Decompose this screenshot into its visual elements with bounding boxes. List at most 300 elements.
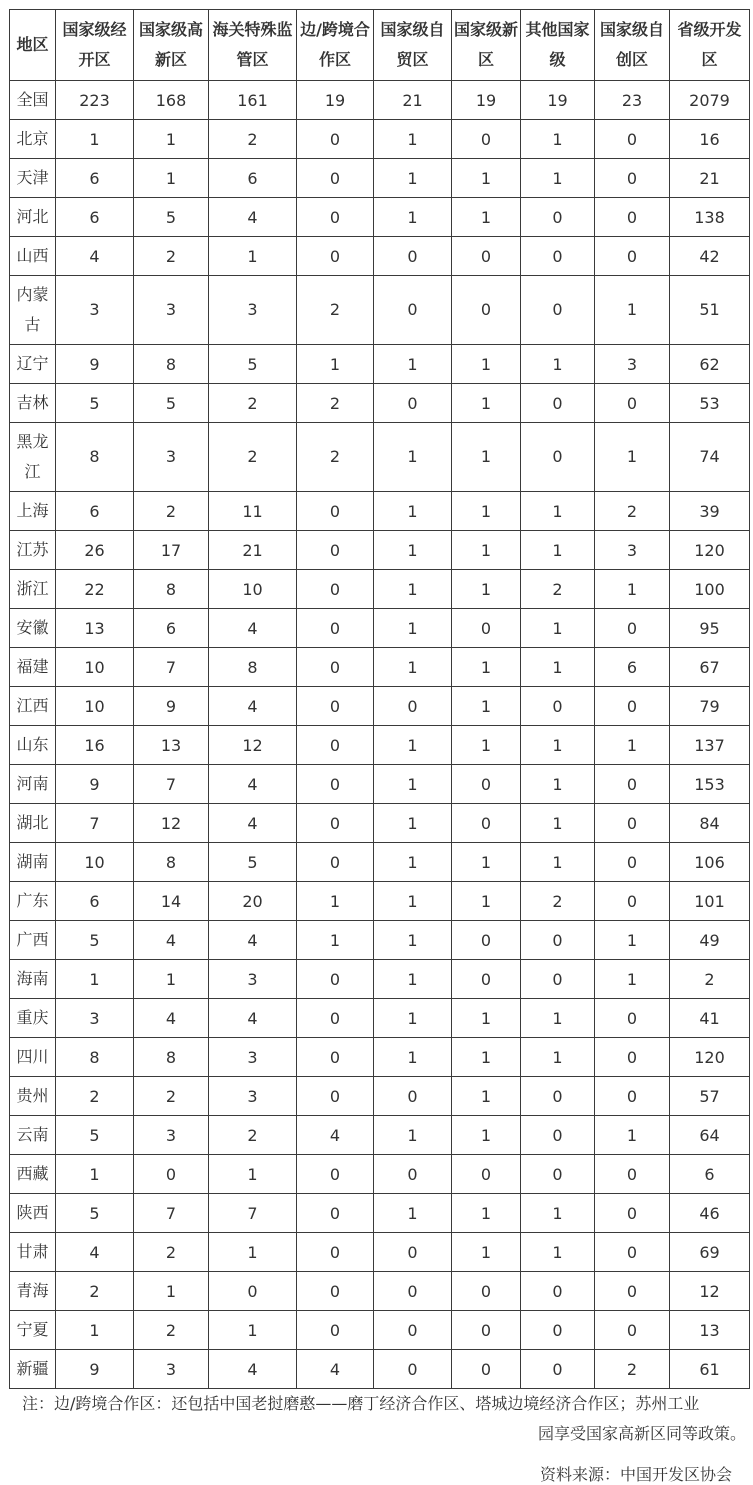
region-cell: 宁夏	[10, 1311, 56, 1350]
value-cell: 42	[670, 237, 750, 276]
value-cell: 0	[297, 609, 374, 648]
value-cell: 1	[374, 648, 452, 687]
value-cell: 64	[670, 1116, 750, 1155]
value-cell: 5	[56, 384, 134, 423]
value-cell: 0	[452, 804, 521, 843]
value-cell: 61	[670, 1350, 750, 1389]
value-cell: 1	[521, 648, 595, 687]
value-cell: 0	[595, 1038, 670, 1077]
value-cell: 1	[134, 1272, 209, 1311]
column-header: 国家级经开区	[56, 10, 134, 81]
column-header: 地区	[10, 10, 56, 81]
value-cell: 1	[134, 960, 209, 999]
table-row	[10, 1155, 750, 1194]
value-cell: 0	[521, 921, 595, 960]
region-cell: 浙江	[10, 570, 56, 609]
value-cell: 1	[595, 423, 670, 492]
value-cell: 22	[56, 570, 134, 609]
value-cell: 1	[297, 345, 374, 384]
value-cell: 4	[209, 804, 297, 843]
value-cell: 1	[452, 159, 521, 198]
table-row	[10, 492, 750, 531]
value-cell: 1	[452, 726, 521, 765]
region-cell: 甘肃	[10, 1233, 56, 1272]
value-cell: 5	[56, 1116, 134, 1155]
value-cell: 1	[374, 1194, 452, 1233]
region-cell: 新疆	[10, 1350, 56, 1389]
value-cell: 0	[595, 765, 670, 804]
value-cell: 1	[374, 609, 452, 648]
table-row	[10, 1350, 750, 1389]
value-cell: 13	[670, 1311, 750, 1350]
value-cell: 0	[374, 687, 452, 726]
value-cell: 2	[297, 276, 374, 345]
region-cell: 辽宁	[10, 345, 56, 384]
value-cell: 1	[452, 423, 521, 492]
value-cell: 1	[595, 726, 670, 765]
region-cell: 云南	[10, 1116, 56, 1155]
table-row	[10, 882, 750, 921]
value-cell: 1	[374, 159, 452, 198]
value-cell: 0	[297, 1194, 374, 1233]
value-cell: 0	[595, 159, 670, 198]
table-row	[10, 159, 750, 198]
value-cell: 5	[209, 345, 297, 384]
value-cell: 0	[297, 1038, 374, 1077]
value-cell: 0	[374, 1272, 452, 1311]
value-cell: 1	[521, 1233, 595, 1272]
table-row	[10, 345, 750, 384]
value-cell: 1	[134, 159, 209, 198]
value-cell: 1	[452, 345, 521, 384]
table-row	[10, 609, 750, 648]
value-cell: 16	[56, 726, 134, 765]
value-cell: 79	[670, 687, 750, 726]
region-cell: 海南	[10, 960, 56, 999]
value-cell: 153	[670, 765, 750, 804]
column-header: 国家级自创区	[595, 10, 670, 81]
value-cell: 3	[134, 276, 209, 345]
value-cell: 1	[452, 531, 521, 570]
value-cell: 1	[374, 492, 452, 531]
table-row	[10, 1233, 750, 1272]
region-cell: 江西	[10, 687, 56, 726]
value-cell: 74	[670, 423, 750, 492]
value-cell: 0	[452, 120, 521, 159]
table-row	[10, 198, 750, 237]
value-cell: 1	[374, 423, 452, 492]
value-cell: 0	[521, 1116, 595, 1155]
value-cell: 3	[209, 1077, 297, 1116]
value-cell: 3	[209, 1038, 297, 1077]
value-cell: 2	[209, 1116, 297, 1155]
value-cell: 0	[297, 960, 374, 999]
value-cell: 6	[56, 198, 134, 237]
value-cell: 1	[521, 531, 595, 570]
value-cell: 1	[452, 1077, 521, 1116]
region-cell: 安徽	[10, 609, 56, 648]
region-cell: 湖北	[10, 804, 56, 843]
value-cell: 51	[670, 276, 750, 345]
value-cell: 0	[374, 1155, 452, 1194]
value-cell: 3	[134, 1350, 209, 1389]
value-cell: 1	[452, 648, 521, 687]
value-cell: 23	[595, 81, 670, 120]
value-cell: 6	[670, 1155, 750, 1194]
value-cell: 14	[134, 882, 209, 921]
value-cell: 0	[297, 1155, 374, 1194]
region-cell: 山西	[10, 237, 56, 276]
region-cell: 全国	[10, 81, 56, 120]
value-cell: 4	[134, 921, 209, 960]
table-row	[10, 765, 750, 804]
value-cell: 1	[374, 198, 452, 237]
value-cell: 8	[56, 423, 134, 492]
table-row	[10, 648, 750, 687]
value-cell: 84	[670, 804, 750, 843]
value-cell: 0	[452, 921, 521, 960]
value-cell: 95	[670, 609, 750, 648]
value-cell: 2	[209, 384, 297, 423]
value-cell: 0	[521, 198, 595, 237]
value-cell: 5	[134, 198, 209, 237]
value-cell: 0	[297, 1311, 374, 1350]
value-cell: 0	[452, 960, 521, 999]
value-cell: 6	[56, 159, 134, 198]
value-cell: 21	[670, 159, 750, 198]
value-cell: 7	[209, 1194, 297, 1233]
value-cell: 20	[209, 882, 297, 921]
value-cell: 39	[670, 492, 750, 531]
value-cell: 1	[209, 237, 297, 276]
value-cell: 0	[521, 1077, 595, 1116]
value-cell: 13	[134, 726, 209, 765]
value-cell: 12	[134, 804, 209, 843]
value-cell: 5	[56, 1194, 134, 1233]
value-cell: 0	[297, 1077, 374, 1116]
value-cell: 0	[595, 1155, 670, 1194]
column-header: 海关特殊监管区	[209, 10, 297, 81]
value-cell: 26	[56, 531, 134, 570]
region-cell: 青海	[10, 1272, 56, 1311]
value-cell: 106	[670, 843, 750, 882]
column-header: 边/跨境合作区	[297, 10, 374, 81]
value-cell: 62	[670, 345, 750, 384]
value-cell: 1	[56, 960, 134, 999]
value-cell: 0	[297, 237, 374, 276]
value-cell: 17	[134, 531, 209, 570]
value-cell: 1	[521, 1038, 595, 1077]
value-cell: 8	[209, 648, 297, 687]
value-cell: 8	[134, 1038, 209, 1077]
value-cell: 1	[374, 531, 452, 570]
value-cell: 12	[670, 1272, 750, 1311]
value-cell: 5	[56, 921, 134, 960]
value-cell: 1	[452, 999, 521, 1038]
value-cell: 1	[452, 1116, 521, 1155]
table-row	[10, 570, 750, 609]
value-cell: 0	[452, 1155, 521, 1194]
value-cell: 4	[209, 765, 297, 804]
value-cell: 3	[209, 276, 297, 345]
value-cell: 19	[452, 81, 521, 120]
region-cell: 贵州	[10, 1077, 56, 1116]
value-cell: 1	[452, 492, 521, 531]
value-cell: 6	[56, 492, 134, 531]
value-cell: 2	[297, 423, 374, 492]
value-cell: 4	[56, 237, 134, 276]
value-cell: 4	[134, 999, 209, 1038]
value-cell: 138	[670, 198, 750, 237]
value-cell: 1	[297, 921, 374, 960]
value-cell: 4	[297, 1350, 374, 1389]
table-row	[10, 1311, 750, 1350]
value-cell: 1	[134, 120, 209, 159]
value-cell: 161	[209, 81, 297, 120]
value-cell: 0	[297, 570, 374, 609]
value-cell: 0	[297, 492, 374, 531]
value-cell: 3	[56, 999, 134, 1038]
value-cell: 1	[452, 687, 521, 726]
value-cell: 7	[134, 1194, 209, 1233]
value-cell: 19	[521, 81, 595, 120]
value-cell: 1	[374, 999, 452, 1038]
value-cell: 0	[374, 1077, 452, 1116]
value-cell: 1	[521, 804, 595, 843]
table-row	[10, 726, 750, 765]
value-cell: 0	[374, 1350, 452, 1389]
value-cell: 120	[670, 531, 750, 570]
value-cell: 0	[452, 237, 521, 276]
value-cell: 67	[670, 648, 750, 687]
value-cell: 1	[452, 882, 521, 921]
table-body	[10, 81, 750, 1389]
value-cell: 13	[56, 609, 134, 648]
value-cell: 3	[134, 1116, 209, 1155]
value-cell: 6	[595, 648, 670, 687]
region-cell: 山东	[10, 726, 56, 765]
value-cell: 1	[595, 960, 670, 999]
value-cell: 0	[595, 384, 670, 423]
value-cell: 101	[670, 882, 750, 921]
value-cell: 1	[595, 921, 670, 960]
value-cell: 0	[297, 765, 374, 804]
table-row	[10, 384, 750, 423]
value-cell: 0	[452, 1311, 521, 1350]
value-cell: 4	[297, 1116, 374, 1155]
region-cell: 西藏	[10, 1155, 56, 1194]
value-cell: 0	[452, 276, 521, 345]
column-header: 国家级新区	[452, 10, 521, 81]
value-cell: 1	[452, 1233, 521, 1272]
table-row	[10, 1077, 750, 1116]
value-cell: 3	[209, 960, 297, 999]
value-cell: 0	[297, 726, 374, 765]
value-cell: 0	[374, 276, 452, 345]
value-cell: 3	[595, 345, 670, 384]
value-cell: 0	[595, 609, 670, 648]
value-cell: 1	[374, 345, 452, 384]
value-cell: 0	[452, 1350, 521, 1389]
value-cell: 0	[521, 384, 595, 423]
value-cell: 3	[595, 531, 670, 570]
table-row	[10, 843, 750, 882]
value-cell: 1	[56, 1155, 134, 1194]
value-cell: 100	[670, 570, 750, 609]
value-cell: 0	[595, 237, 670, 276]
value-cell: 1	[452, 570, 521, 609]
value-cell: 7	[56, 804, 134, 843]
table-row	[10, 1272, 750, 1311]
value-cell: 0	[134, 1155, 209, 1194]
value-cell: 0	[297, 1233, 374, 1272]
value-cell: 1	[209, 1311, 297, 1350]
value-cell: 5	[209, 843, 297, 882]
value-cell: 1	[521, 999, 595, 1038]
value-cell: 1	[595, 570, 670, 609]
value-cell: 0	[521, 237, 595, 276]
value-cell: 4	[56, 1233, 134, 1272]
value-cell: 0	[297, 198, 374, 237]
value-cell: 0	[374, 237, 452, 276]
value-cell: 1	[521, 120, 595, 159]
table-row	[10, 423, 750, 492]
region-cell: 福建	[10, 648, 56, 687]
table-row	[10, 81, 750, 120]
value-cell: 2079	[670, 81, 750, 120]
value-cell: 0	[595, 843, 670, 882]
value-cell: 0	[521, 1311, 595, 1350]
value-cell: 1	[595, 1116, 670, 1155]
region-cell: 广西	[10, 921, 56, 960]
region-cell: 重庆	[10, 999, 56, 1038]
value-cell: 0	[595, 687, 670, 726]
value-cell: 1	[209, 1155, 297, 1194]
value-cell: 46	[670, 1194, 750, 1233]
value-cell: 1	[56, 1311, 134, 1350]
value-cell: 0	[595, 1194, 670, 1233]
value-cell: 2	[56, 1077, 134, 1116]
development-zones-table	[9, 9, 750, 1389]
region-cell: 河北	[10, 198, 56, 237]
value-cell: 1	[521, 765, 595, 804]
value-cell: 1	[521, 609, 595, 648]
region-cell: 天津	[10, 159, 56, 198]
value-cell: 0	[297, 999, 374, 1038]
value-cell: 69	[670, 1233, 750, 1272]
value-cell: 11	[209, 492, 297, 531]
table-row	[10, 960, 750, 999]
value-cell: 53	[670, 384, 750, 423]
value-cell: 0	[297, 804, 374, 843]
value-cell: 1	[374, 843, 452, 882]
table-row	[10, 1194, 750, 1233]
value-cell: 1	[521, 159, 595, 198]
value-cell: 0	[297, 159, 374, 198]
value-cell: 8	[134, 345, 209, 384]
value-cell: 0	[374, 1233, 452, 1272]
value-cell: 1	[452, 1038, 521, 1077]
value-cell: 6	[56, 882, 134, 921]
data-source: 资料来源：中国开发区协会	[540, 1465, 733, 1484]
value-cell: 10	[56, 648, 134, 687]
value-cell: 0	[521, 1272, 595, 1311]
value-cell: 1	[374, 804, 452, 843]
table-header-row	[10, 10, 750, 81]
value-cell: 3	[56, 276, 134, 345]
value-cell: 0	[297, 1272, 374, 1311]
table-row	[10, 804, 750, 843]
value-cell: 0	[297, 648, 374, 687]
value-cell: 1	[374, 882, 452, 921]
value-cell: 1	[374, 1038, 452, 1077]
value-cell: 2	[134, 1077, 209, 1116]
value-cell: 2	[209, 423, 297, 492]
value-cell: 2	[595, 1350, 670, 1389]
table-row	[10, 276, 750, 345]
value-cell: 2	[134, 1233, 209, 1272]
value-cell: 0	[595, 198, 670, 237]
value-cell: 0	[297, 843, 374, 882]
value-cell: 1	[452, 843, 521, 882]
region-cell: 黑龙江	[10, 423, 56, 492]
value-cell: 1	[374, 765, 452, 804]
table-row	[10, 1116, 750, 1155]
value-cell: 49	[670, 921, 750, 960]
value-cell: 0	[595, 804, 670, 843]
value-cell: 0	[297, 120, 374, 159]
value-cell: 1	[374, 960, 452, 999]
value-cell: 1	[56, 120, 134, 159]
value-cell: 0	[595, 999, 670, 1038]
value-cell: 0	[521, 687, 595, 726]
value-cell: 1	[521, 726, 595, 765]
table-row	[10, 1038, 750, 1077]
region-cell: 北京	[10, 120, 56, 159]
value-cell: 6	[134, 609, 209, 648]
value-cell: 1	[595, 276, 670, 345]
value-cell: 1	[452, 384, 521, 423]
region-cell: 湖南	[10, 843, 56, 882]
value-cell: 7	[134, 648, 209, 687]
value-cell: 9	[56, 345, 134, 384]
column-header: 国家级自贸区	[374, 10, 452, 81]
value-cell: 8	[56, 1038, 134, 1077]
value-cell: 0	[521, 276, 595, 345]
table-row	[10, 687, 750, 726]
value-cell: 6	[209, 159, 297, 198]
table-row	[10, 531, 750, 570]
value-cell: 21	[209, 531, 297, 570]
value-cell: 0	[374, 1311, 452, 1350]
value-cell: 0	[452, 765, 521, 804]
value-cell: 1	[452, 198, 521, 237]
table-row	[10, 999, 750, 1038]
value-cell: 8	[134, 843, 209, 882]
value-cell: 1	[521, 1194, 595, 1233]
table-row	[10, 921, 750, 960]
table-row	[10, 237, 750, 276]
value-cell: 4	[209, 999, 297, 1038]
value-cell: 4	[209, 687, 297, 726]
value-cell: 137	[670, 726, 750, 765]
value-cell: 12	[209, 726, 297, 765]
value-cell: 1	[374, 1116, 452, 1155]
value-cell: 0	[595, 882, 670, 921]
value-cell: 1	[521, 492, 595, 531]
value-cell: 1	[297, 882, 374, 921]
value-cell: 1	[374, 570, 452, 609]
